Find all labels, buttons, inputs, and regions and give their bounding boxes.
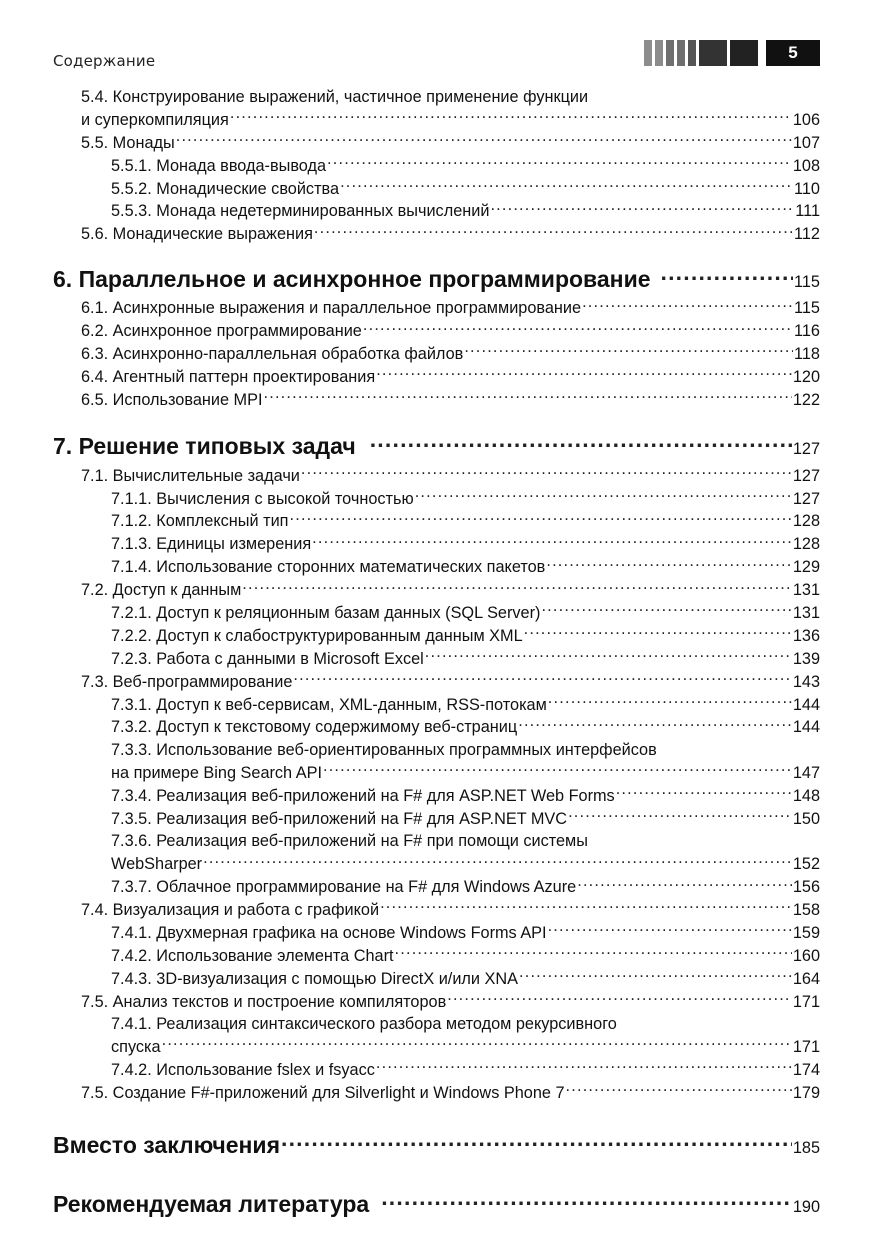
- toc-entry-title: 7.1. Вычислительные задачи: [81, 466, 300, 485]
- toc-entry-7-1-2[interactable]: [53, 510, 820, 533]
- toc-entry-title: 6.5. Использование MPI: [81, 390, 263, 409]
- toc-entry-7-2-3[interactable]: [53, 648, 820, 671]
- toc-page-number: 150: [792, 809, 820, 828]
- decor-bar: [655, 40, 663, 66]
- toc-page-number: 159: [792, 923, 820, 942]
- toc-entry-6-5[interactable]: [53, 389, 820, 412]
- toc-entry-title: 7.3.4. Реализация веб-приложений на F# для ASP.NET Web Forms: [111, 786, 615, 805]
- dot-leader: [327, 154, 792, 170]
- dot-leader: [548, 922, 792, 938]
- toc-entry-title: 5.6. Монадические выражения: [81, 225, 313, 244]
- dot-leader: [395, 945, 792, 961]
- toc-entry-7-4-2[interactable]: [53, 945, 820, 968]
- toc-entry-7-3-6-line1[interactable]: 7.3.6. Реализация веб-приложений на F# при помощи системы: [111, 832, 588, 851]
- toc-page-number: 115: [794, 272, 820, 291]
- toc-entry-title: 7.2.2. Доступ к слабоструктурированным данным XML: [111, 626, 523, 645]
- toc-entry-title: 7.4.3. 3D-визуализация с помощью DirectX и/или XNA: [111, 969, 519, 988]
- toc-entry-title: 7.1.1. Вычисления с высокой точностью: [111, 489, 414, 508]
- toc-page-number: 122: [792, 390, 820, 409]
- dot-leader: [490, 200, 794, 216]
- toc-page-number: 110: [794, 179, 820, 198]
- toc-page-number: 128: [792, 512, 820, 531]
- toc-entry-5-4-line1[interactable]: 5.4. Конструирование выражений, частичное применение функции: [81, 88, 589, 106]
- dot-leader: [464, 343, 793, 359]
- toc-entry-7-3-3-line1[interactable]: 7.3.3. Использование веб-ориентированных программных интерфейсов: [111, 741, 657, 760]
- toc-entry-title: 6.3. Асинхронно-параллельная обработка файлов: [81, 345, 464, 364]
- dot-leader: [293, 670, 791, 686]
- dot-leader: [616, 785, 792, 801]
- toc-entry-7-4-3[interactable]: [53, 967, 820, 990]
- toc-entry-title: 6.2. Асинхронное программирование: [81, 322, 362, 341]
- dot-leader: [370, 431, 792, 454]
- toc-entry-7-2[interactable]: [53, 579, 820, 602]
- toc-entry-title: 5.5.2. Монадические свойства: [111, 179, 340, 198]
- toc-entry-title: 7.3.7. Облачное программирование на F# для Windows Azure: [111, 878, 577, 897]
- toc-chapter-6[interactable]: [53, 264, 820, 297]
- toc-entry-title: 7.1.3. Единицы измерения: [111, 535, 312, 554]
- dot-leader: [290, 510, 792, 526]
- toc-page-number: 190: [792, 1198, 820, 1217]
- toc-page-number: 106: [792, 110, 820, 129]
- toc-page-number: 111: [795, 202, 820, 221]
- toc-entry-7-3-3[interactable]: [53, 762, 820, 785]
- toc-entry-title: 6.4. Агентный паттерн проектирования: [81, 367, 376, 386]
- toc-entry-7-3-1[interactable]: [53, 693, 820, 716]
- dot-leader: [242, 579, 792, 595]
- toc-chapter-title: Рекомендуемая литература: [53, 1191, 370, 1218]
- dot-leader: [376, 366, 792, 382]
- toc-page-number: 185: [792, 1139, 820, 1158]
- dot-leader: [312, 533, 792, 549]
- toc-page-number: 152: [792, 855, 820, 874]
- toc-page-number: 129: [792, 558, 820, 577]
- dot-leader: [162, 1036, 792, 1052]
- dot-leader: [582, 297, 793, 313]
- toc-entry-5-5[interactable]: [53, 131, 820, 154]
- table-of-contents: [53, 86, 820, 1222]
- toc-page-number: 174: [792, 1060, 820, 1079]
- page-number: 5: [766, 40, 820, 66]
- dot-leader: [380, 899, 792, 915]
- toc-page-number: 171: [792, 1038, 820, 1057]
- toc-entry-7-5-1-line1[interactable]: 7.4.1. Реализация синтаксического разбора методом рекурсивного: [111, 1015, 617, 1034]
- toc-entry-5-5-2[interactable]: [53, 177, 820, 200]
- toc-entry-title: 7.2. Доступ к данным: [81, 581, 242, 600]
- toc-entry-title: 7.1.4. Использование сторонних математических пакетов: [111, 558, 546, 577]
- toc-conclusion[interactable]: [53, 1130, 820, 1163]
- toc-chapter-7[interactable]: [53, 431, 820, 464]
- toc-entry-7-5-2[interactable]: [53, 1059, 820, 1082]
- toc-entry-title: 6.1. Асинхронные выражения и параллельное программирование: [81, 299, 582, 318]
- dot-leader: [524, 625, 792, 641]
- dot-leader: [381, 1189, 792, 1212]
- dot-leader: [264, 389, 792, 405]
- decor-block: [730, 40, 758, 66]
- toc-entry-7-5[interactable]: [53, 990, 820, 1013]
- toc-entry-7-3[interactable]: [53, 670, 820, 693]
- dot-leader: [541, 602, 791, 618]
- dot-leader: [661, 264, 794, 287]
- toc-page-number: 107: [792, 133, 820, 152]
- toc-page-number: 148: [792, 786, 820, 805]
- toc-entry-7-3-7[interactable]: [53, 876, 820, 899]
- toc-page-number: 179: [792, 1083, 820, 1102]
- toc-entry-title: 7.2.1. Доступ к реляционным базам данных (SQL Server): [111, 604, 541, 623]
- toc-page-number: 164: [792, 969, 820, 988]
- dot-leader: [203, 853, 792, 869]
- toc-entry-title: WebSharper: [111, 855, 203, 874]
- dot-leader: [281, 1130, 792, 1153]
- toc-page-number: 144: [792, 695, 820, 714]
- toc-literature[interactable]: [53, 1189, 820, 1222]
- toc-page-number: 127: [792, 466, 820, 485]
- toc-entry-title: 7.3.5. Реализация веб-приложений на F# для ASP.NET MVC: [111, 809, 568, 828]
- toc-entry-5-5-1[interactable]: [53, 154, 820, 177]
- toc-entry-title: на примере Bing Search API: [111, 763, 322, 782]
- toc-entry-7-5b[interactable]: [53, 1082, 820, 1105]
- toc-entry-title: 7.3. Веб-программирование: [81, 672, 293, 691]
- toc-page-number: 143: [792, 672, 820, 691]
- toc-entry-7-3-5[interactable]: [53, 807, 820, 830]
- dot-leader: [518, 716, 792, 732]
- toc-entry-7-3-4[interactable]: [53, 785, 820, 808]
- toc-page-number: 131: [792, 581, 820, 600]
- header-decoration: [644, 40, 758, 66]
- dot-leader: [425, 648, 792, 664]
- toc-entry-5-5-3[interactable]: [53, 200, 820, 223]
- toc-entry-5-6[interactable]: [53, 223, 820, 246]
- toc-entry-7-1-1[interactable]: [53, 487, 820, 510]
- toc-entry-title: 7.4. Визуализация и работа с графикой: [81, 901, 380, 920]
- toc-entry-title: 7.5. Создание F#-приложений для Silverlight и Windows Phone 7: [81, 1083, 565, 1102]
- dot-leader: [176, 131, 792, 147]
- toc-page-number: 147: [792, 763, 820, 782]
- toc-entry-title: 7.4.2. Использование fslex и fsyacc: [111, 1060, 375, 1079]
- toc-page-number: 131: [792, 604, 820, 623]
- toc-entry-title: 5.5.3. Монада недетерминированных вычислений: [111, 202, 490, 221]
- toc-entry-6-3[interactable]: [53, 343, 820, 366]
- toc-entry-5-4[interactable]: [53, 109, 820, 132]
- toc-entry-7-4-1[interactable]: [53, 922, 820, 945]
- toc-page-number: 108: [792, 156, 820, 175]
- decor-bar: [688, 40, 696, 66]
- toc-entry-7-1-3[interactable]: [53, 533, 820, 556]
- toc-page-number: 136: [792, 626, 820, 645]
- toc-entry-6-2[interactable]: [53, 320, 820, 343]
- toc-entry-7-3-2[interactable]: [53, 716, 820, 739]
- toc-entry-title: спуска: [111, 1038, 161, 1057]
- toc-entry-6-1[interactable]: [53, 297, 820, 320]
- decor-bar: [677, 40, 685, 66]
- dot-leader: [323, 762, 792, 778]
- toc-entry-7-2-2[interactable]: [53, 625, 820, 648]
- toc-entry-title: 5.5.1. Монада ввода-вывода: [111, 156, 327, 175]
- toc-chapter-title: 7. Решение типовых задач: [53, 433, 356, 460]
- dot-leader: [546, 556, 791, 572]
- toc-entry-7-4[interactable]: [53, 899, 820, 922]
- toc-page-number: 171: [792, 992, 820, 1011]
- dot-leader: [577, 876, 792, 892]
- dot-leader: [568, 807, 792, 823]
- toc-page-number: 112: [794, 225, 820, 244]
- dot-leader: [230, 109, 792, 125]
- toc-page-number: 144: [792, 718, 820, 737]
- dot-leader: [340, 177, 793, 193]
- dot-leader: [301, 464, 792, 480]
- page-header: [53, 40, 820, 70]
- dot-leader: [314, 223, 793, 239]
- toc-page-number: 120: [792, 367, 820, 386]
- running-head: Содержание: [53, 52, 156, 70]
- toc-page-number: 127: [792, 489, 820, 508]
- toc-entry-title: 7.4.1. Двухмерная графика на основе Windows Forms API: [111, 923, 547, 942]
- toc-page-number: 156: [792, 878, 820, 897]
- toc-page-number: 128: [792, 535, 820, 554]
- toc-entry-title: 5.5. Монады: [81, 133, 175, 152]
- dot-leader: [548, 693, 792, 709]
- toc-chapter-title: 6. Параллельное и асинхронное программирование: [53, 265, 651, 292]
- toc-entry-title: 7.4.2. Использование элемента Chart: [111, 946, 394, 965]
- toc-entry-7-2-1[interactable]: [53, 602, 820, 625]
- decor-bar: [644, 40, 652, 66]
- toc-entry-7-3-6[interactable]: [53, 853, 820, 876]
- toc-entry-title: 7.1.2. Комплексный тип: [111, 512, 289, 531]
- dot-leader: [566, 1082, 792, 1098]
- decor-block: [699, 40, 727, 66]
- toc-entry-6-4[interactable]: [53, 366, 820, 389]
- dot-leader: [519, 967, 792, 983]
- toc-page-number: 160: [792, 946, 820, 965]
- decor-bar: [666, 40, 674, 66]
- toc-entry-title: 7.3.2. Доступ к текстовому содержимому веб-страниц: [111, 718, 518, 737]
- dot-leader: [376, 1059, 792, 1075]
- toc-page-number: 127: [792, 440, 820, 459]
- toc-chapter-title: Вместо заключения: [53, 1132, 280, 1159]
- toc-entry-title: 7.3.1. Доступ к веб-сервисам, XML-данным, RSS-потокам: [111, 695, 547, 714]
- toc-entry-title: 7.5. Анализ текстов и построение компиляторов: [81, 992, 447, 1011]
- toc-entry-title: и суперкомпиляция: [81, 110, 229, 129]
- toc-page-number: 116: [794, 322, 820, 341]
- toc-entry-title: 7.2.3. Работа с данными в Microsoft Excel: [111, 649, 424, 668]
- dot-leader: [447, 990, 792, 1006]
- toc-page-number: 118: [794, 345, 820, 364]
- toc-entry-7-5-1[interactable]: [53, 1036, 820, 1059]
- toc-page-number: 115: [794, 299, 820, 318]
- toc-page-number: 158: [792, 901, 820, 920]
- dot-leader: [363, 320, 793, 336]
- dot-leader: [415, 487, 792, 503]
- toc-entry-7-1[interactable]: [53, 464, 820, 487]
- toc-page-number: 139: [792, 649, 820, 668]
- toc-entry-7-1-4[interactable]: [53, 556, 820, 579]
